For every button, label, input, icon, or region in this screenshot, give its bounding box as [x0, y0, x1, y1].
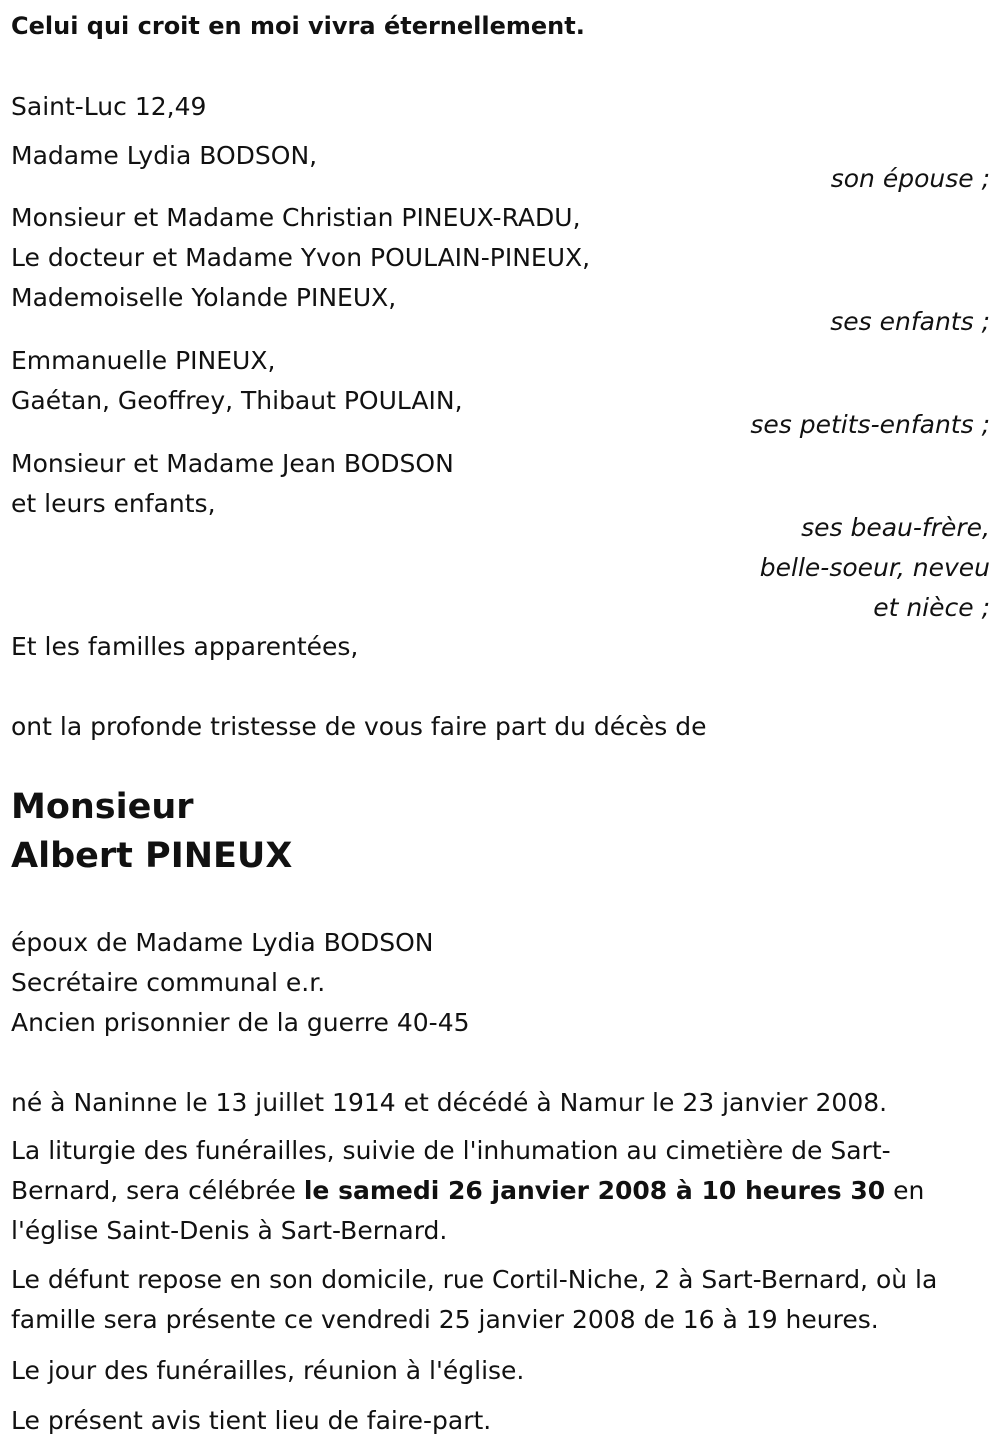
inlaw-name: et leurs enfants, — [11, 489, 216, 518]
grandchildren-role: ses petits-enfants ; — [750, 410, 990, 439]
viewing-paragraph: Le défunt repose en son domicile, rue Cortil-Niche, 2 à Sart-Bernard, où la famille sera présente ce vendredi 25 janvier 2008 de 16 à 19 heures. — [11, 1265, 938, 1334]
child-name: Le docteur et Madame Yvon POULAIN-PINEUX, — [11, 243, 591, 272]
inlaws-role: belle-soeur, neveu — [759, 553, 990, 582]
notice-line: Le présent avis tient lieu de faire-part. — [11, 1406, 492, 1435]
deceased-title: Monsieur — [11, 787, 194, 827]
spouse-name: Madame Lydia BODSON, — [11, 141, 318, 170]
bible-verse: Celui qui croit en moi vivra éternellement. — [11, 12, 585, 40]
inlaws-role: ses beau-frère, — [801, 513, 990, 542]
detail-line: Ancien prisonnier de la guerre 40-45 — [11, 1008, 470, 1037]
birth-death: né à Naninne le 13 juillet 1914 et décédé à Namur le 23 janvier 2008. — [11, 1088, 888, 1117]
verse-reference: Saint-Luc 12,49 — [11, 92, 207, 121]
child-name: Mademoiselle Yolande PINEUX, — [11, 283, 397, 312]
inlaws-role: et nièce ; — [873, 593, 990, 622]
funeral-text-after: en l'église Saint-Denis à Sart-Bernard. — [11, 1176, 925, 1245]
detail-line: époux de Madame Lydia BODSON — [11, 928, 434, 957]
funeral-text-before: La liturgie des funérailles, suivie de l'inhumation au cimetière de Sart-Bernard, sera célébrée — [11, 1136, 891, 1205]
grandchild-name: Gaétan, Geoffrey, Thibaut POULAIN, — [11, 386, 463, 415]
child-name: Monsieur et Madame Christian PINEUX-RADU, — [11, 203, 581, 232]
funeral-date: le samedi 26 janvier 2008 à 10 heures 30 — [303, 1176, 886, 1205]
funeral-paragraph — [11, 1131, 996, 1251]
children-role: ses enfants ; — [830, 307, 990, 336]
inlaw-name: Monsieur et Madame Jean BODSON — [11, 449, 454, 478]
gathering-line: Le jour des funérailles, réunion à l'église. — [11, 1356, 525, 1385]
deceased-name: Albert PINEUX — [11, 836, 293, 876]
relatives-line: Et les familles apparentées, — [11, 632, 359, 661]
announcement: ont la profonde tristesse de vous faire part du décès de — [11, 712, 707, 741]
spouse-role: son épouse ; — [830, 164, 990, 193]
detail-line: Secrétaire communal e.r. — [11, 968, 326, 997]
grandchild-name: Emmanuelle PINEUX, — [11, 346, 276, 375]
